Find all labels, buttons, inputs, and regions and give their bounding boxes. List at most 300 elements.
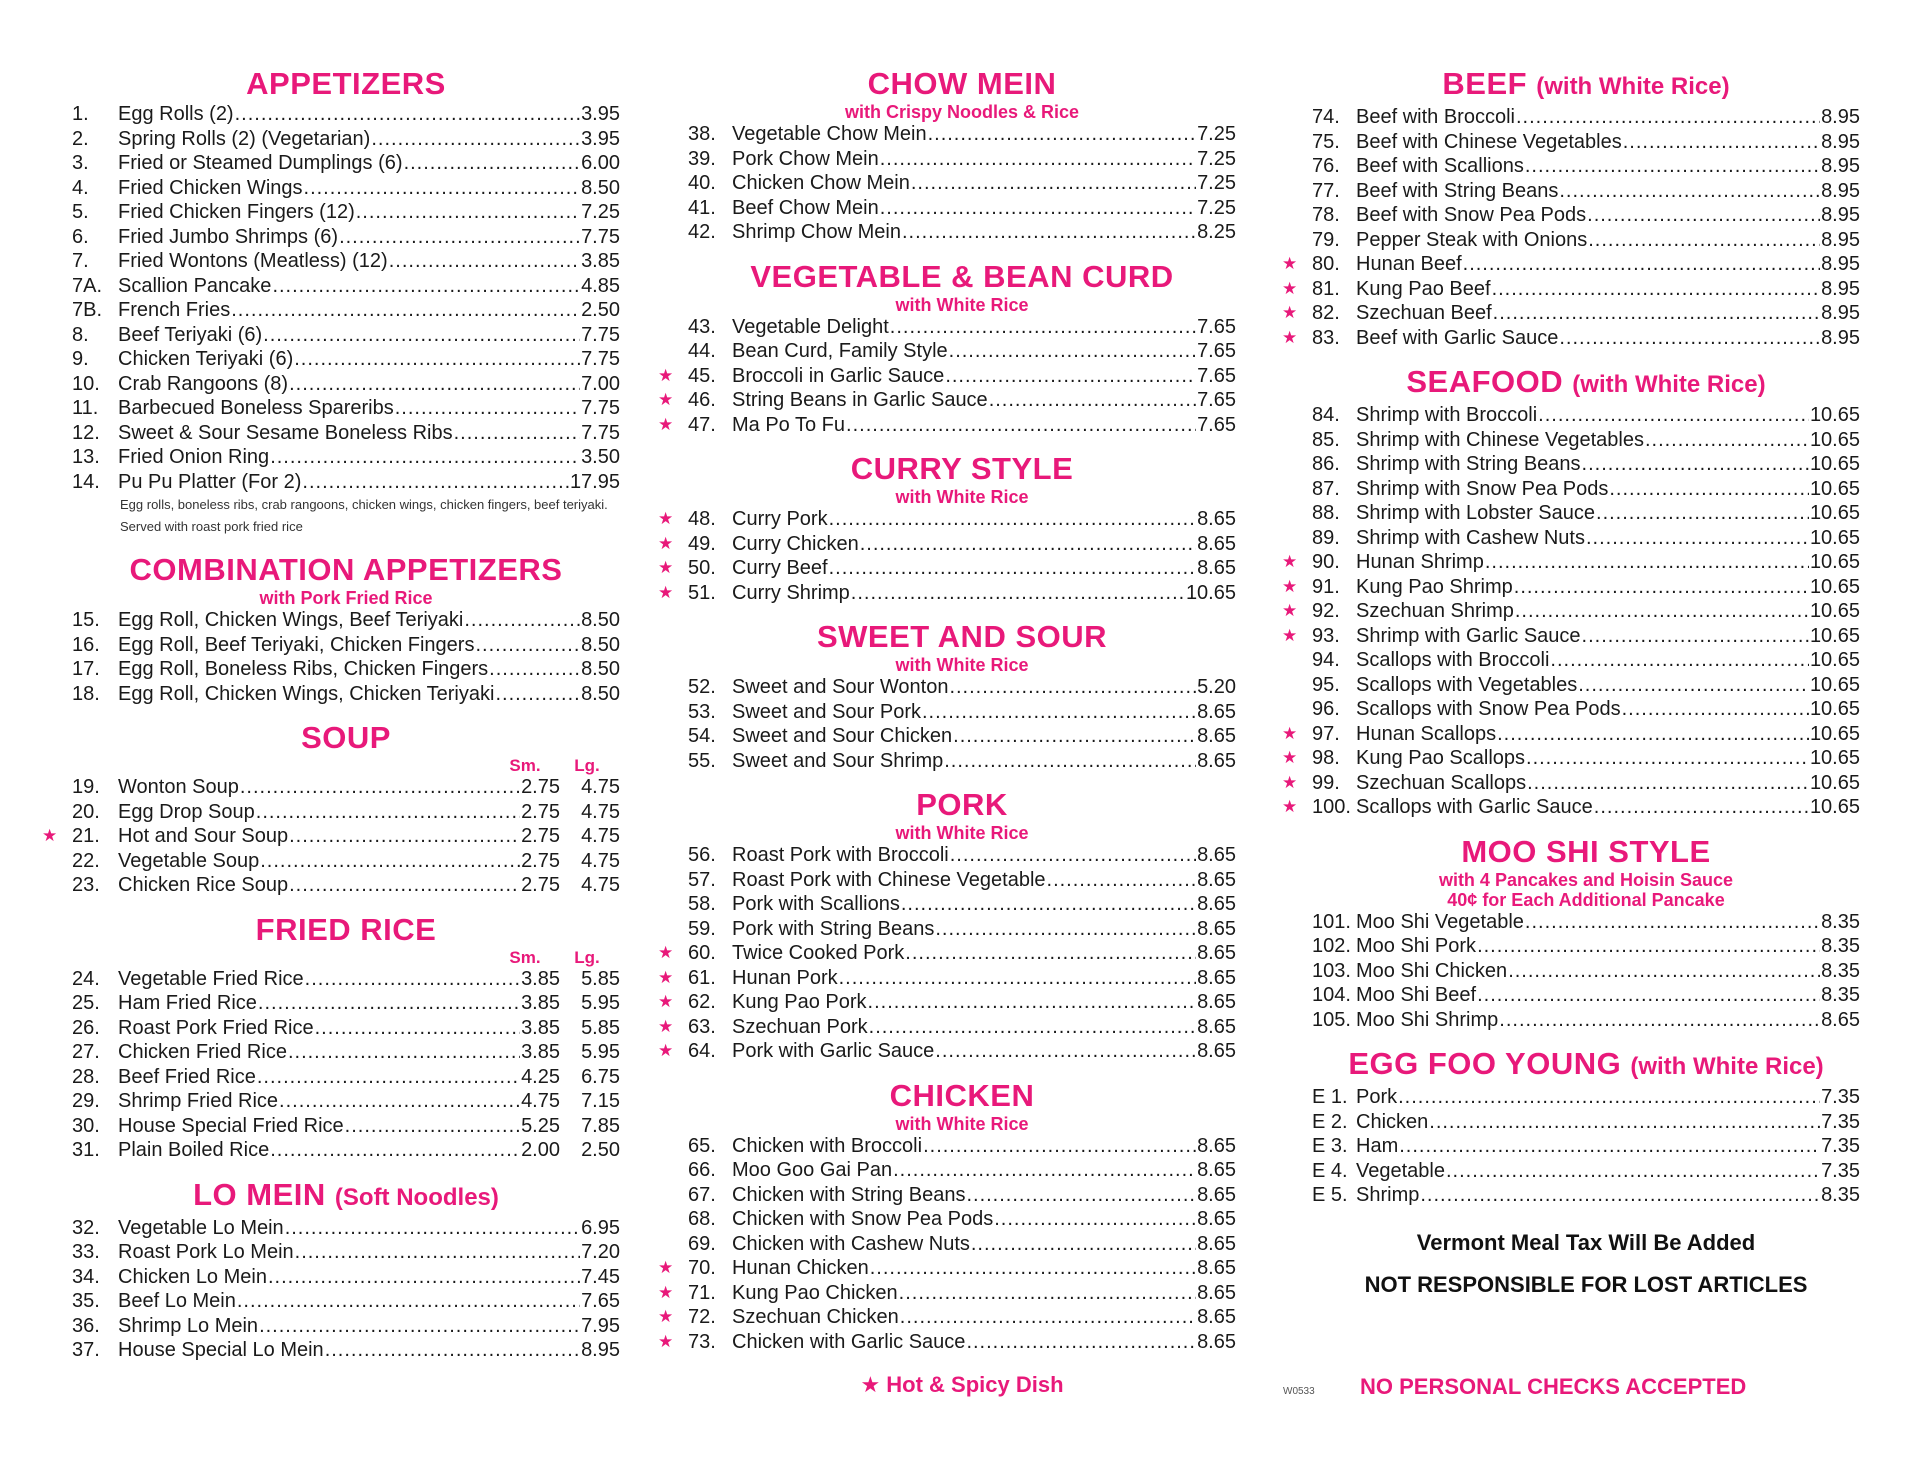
menu-item — [1312, 428, 1860, 453]
item-name: Beef Lo Mein — [118, 1290, 236, 1312]
item-name: Egg Roll, Beef Teriyaki, Chicken Fingers — [118, 633, 475, 656]
dot-leader — [1499, 1008, 1820, 1033]
item-price: 2.00 — [521, 1139, 560, 1161]
menu-item — [688, 724, 1236, 749]
item-number: 63. — [688, 1015, 716, 1038]
item-price: 8.95 — [1821, 130, 1860, 153]
dot-leader — [302, 470, 569, 495]
item-price: 8.50 — [581, 682, 620, 705]
menu-item — [1312, 1183, 1860, 1208]
item-price: 8.65 — [1821, 1008, 1860, 1031]
item-name: Hunan Beef — [1356, 253, 1462, 275]
item-name: Scallion Pancake — [118, 274, 272, 297]
item-name: Hunan Chicken — [732, 1257, 869, 1279]
item-price: 10.65 — [1809, 796, 1860, 818]
item-number: 3. — [72, 152, 89, 174]
item-price: 3.85 — [521, 1016, 560, 1039]
item-number: 14. — [72, 470, 100, 493]
dot-leader — [464, 608, 580, 633]
menu-column-2 — [658, 66, 1236, 1368]
menu-item — [688, 1134, 1236, 1159]
section-title — [72, 66, 620, 102]
dot-leader — [1525, 154, 1820, 179]
item-name: Kung Pao Beef — [1356, 277, 1491, 300]
item-name: Curry Shrimp — [732, 581, 850, 604]
dot-leader — [1492, 277, 1821, 302]
section-subtitle: with Pork Fried Rice — [259, 588, 433, 608]
item-price: 2.75 — [521, 825, 560, 847]
item-name: Roast Pork Lo Mein — [118, 1241, 294, 1263]
item-name: Sweet and Sour Shrimp — [732, 749, 944, 772]
item-price: 2.50 — [581, 299, 620, 321]
item-number: 58. — [688, 893, 716, 915]
item-number: 39. — [688, 147, 716, 170]
item-number: 89. — [1312, 526, 1340, 549]
item-price-large: 4.75 — [581, 849, 620, 872]
section-title-suffix: (Soft Noodles) — [334, 1183, 499, 1211]
item-price: 8.65 — [1197, 1208, 1236, 1230]
section-title — [72, 720, 620, 756]
menu-item — [658, 990, 1236, 1015]
item-price: 8.65 — [1197, 749, 1236, 772]
item-number: 60. — [688, 942, 716, 964]
item-name: Sweet and Sour Pork — [732, 700, 921, 723]
section-title — [688, 451, 1236, 487]
item-name: Egg Roll, Chicken Wings, Beef Teriyaki — [118, 609, 464, 631]
item-price: 7.00 — [581, 372, 620, 395]
menu-item — [688, 171, 1236, 196]
dot-leader — [945, 364, 1196, 389]
item-price: 8.65 — [1197, 868, 1236, 891]
item-price-large: 2.50 — [581, 1139, 620, 1161]
menu-item — [688, 917, 1236, 942]
item-number: 17. — [72, 658, 100, 680]
size-header — [72, 756, 620, 775]
item-price: 8.95 — [1821, 179, 1860, 202]
hot-spicy-star-icon: ★ — [1282, 601, 1298, 620]
item-price: 7.75 — [581, 323, 620, 346]
hot-spicy-star-icon: ★ — [1282, 552, 1298, 571]
dot-leader — [1525, 910, 1820, 935]
menu-item — [72, 775, 620, 800]
item-name: String Beans in Garlic Sauce — [732, 389, 988, 411]
item-price: 7.35 — [1821, 1135, 1860, 1157]
menu-item — [1312, 697, 1860, 722]
section-title-text: LO MEIN — [193, 1176, 326, 1212]
item-name: Hot and Sour Soup — [118, 825, 289, 847]
item-price: 17.95 — [569, 470, 620, 493]
item-price: 7.75 — [581, 421, 620, 444]
dot-leader — [489, 657, 580, 682]
menu-item — [1312, 154, 1860, 179]
item-name: Twice Cooked Pork — [732, 942, 905, 964]
item-number: 1. — [72, 103, 89, 125]
item-price: 7.65 — [1197, 315, 1236, 338]
item-name: Chicken Teriyaki (6) — [118, 348, 294, 370]
menu-item — [1312, 228, 1860, 253]
hot-spicy-star-icon: ★ — [658, 365, 674, 385]
menu-item — [688, 749, 1236, 774]
item-number: 93. — [1312, 624, 1340, 647]
dot-leader — [231, 298, 580, 323]
item-price: 10.65 — [1809, 600, 1860, 622]
dot-leader — [289, 372, 580, 397]
section-title-text: CURRY STYLE — [850, 451, 1074, 486]
item-price: 8.65 — [1197, 1232, 1236, 1255]
menu-item — [1312, 673, 1860, 698]
section-title-text: SOUP — [301, 720, 391, 755]
item-name: Pork with Scallions — [732, 893, 900, 915]
section-subtitle: with White Rice — [895, 294, 1029, 315]
dot-leader — [870, 1256, 1196, 1281]
item-name: Shrimp Chow Mein — [732, 221, 901, 243]
hot-spicy-star-icon: ★ — [1282, 797, 1298, 816]
item-price-large: 6.75 — [581, 1065, 620, 1088]
item-price: 8.65 — [1197, 1330, 1236, 1353]
menu-item — [1312, 1085, 1860, 1110]
item-name: Broccoli in Garlic Sauce — [732, 364, 945, 387]
item-number: 25. — [72, 992, 100, 1014]
item-price: 3.85 — [521, 967, 560, 990]
item-name: Vegetable — [1356, 1159, 1445, 1182]
item-name: Sweet and Sour Chicken — [732, 725, 953, 747]
dot-leader — [395, 396, 580, 421]
item-price: 10.65 — [1809, 477, 1860, 500]
item-number: 50. — [688, 557, 716, 579]
dot-leader — [454, 421, 580, 446]
item-number: 5. — [72, 201, 89, 223]
item-name: Hunan Scallops — [1356, 722, 1497, 745]
menu-item — [658, 1039, 1236, 1064]
item-price-large: 4.75 — [581, 825, 620, 847]
item-name: Beef with String Beans — [1356, 179, 1559, 202]
item-number: 40. — [688, 172, 716, 194]
dot-leader — [899, 1281, 1196, 1306]
dot-leader — [475, 633, 580, 658]
item-name: Vegetable Soup — [118, 849, 260, 872]
item-price: 6.00 — [581, 152, 620, 174]
item-price: 10.65 — [1809, 575, 1860, 598]
item-number: 104. — [1312, 984, 1351, 1006]
menu-item — [688, 220, 1236, 245]
menu-item — [1282, 301, 1860, 326]
item-number: 57. — [688, 868, 716, 891]
item-number: 79. — [1312, 228, 1340, 251]
item-number: 70. — [688, 1257, 716, 1279]
section-title-suffix: (with White Rice) — [1630, 1053, 1824, 1080]
item-price-large: 4.75 — [581, 874, 620, 896]
dot-leader — [944, 749, 1196, 774]
hot-spicy-star-icon: ★ — [1282, 327, 1298, 347]
menu-item — [688, 892, 1236, 917]
item-price: 3.95 — [581, 127, 620, 150]
menu-item — [1282, 326, 1860, 351]
item-price: 8.95 — [1821, 155, 1860, 177]
section-title-text: MOO SHI STYLE — [1461, 833, 1711, 869]
dot-leader — [880, 147, 1196, 172]
item-name: Roast Pork with Broccoli — [732, 844, 949, 866]
item-number: 56. — [688, 844, 716, 866]
section-title-text: CHOW MEIN — [867, 66, 1057, 101]
dot-leader — [893, 1158, 1196, 1183]
meal-tax-notice: Vermont Meal Tax Will Be Added — [1416, 1229, 1756, 1255]
menu-item — [72, 102, 620, 127]
item-name: French Fries — [118, 299, 231, 321]
menu-item — [688, 339, 1236, 364]
dot-leader — [869, 1015, 1196, 1040]
item-price: 8.50 — [581, 176, 620, 199]
item-number: 21. — [72, 825, 100, 847]
item-number: 55. — [688, 749, 716, 772]
item-number: 7. — [72, 250, 89, 272]
dot-leader — [288, 1040, 520, 1065]
item-number: 32. — [72, 1216, 100, 1239]
menu-item — [1282, 550, 1860, 575]
dot-leader — [994, 1207, 1196, 1232]
dot-leader — [1446, 1159, 1820, 1184]
dot-leader — [1398, 1085, 1820, 1110]
item-name: Fried Chicken Wings — [118, 176, 303, 199]
item-number: 86. — [1312, 453, 1340, 475]
dot-leader — [495, 682, 580, 707]
item-number: 52. — [688, 676, 716, 698]
menu-item — [72, 445, 620, 470]
menu-item — [1312, 477, 1860, 502]
menu-item — [688, 700, 1236, 725]
section-title-text: SEAFOOD — [1406, 364, 1564, 399]
dot-leader — [966, 1330, 1196, 1355]
item-name: Roast Pork with Chinese Vegetable — [732, 868, 1046, 891]
item-number: 48. — [688, 508, 716, 530]
dot-leader — [1538, 403, 1809, 428]
dot-leader — [1485, 550, 1809, 575]
item-name: Szechuan Chicken — [732, 1306, 899, 1328]
dot-leader — [1586, 526, 1809, 551]
menu-item — [72, 225, 620, 250]
dot-leader — [257, 1065, 520, 1090]
item-name: Pepper Steak with Onions — [1356, 228, 1588, 251]
item-name: Scallops with Broccoli — [1356, 649, 1550, 671]
item-price-large: 5.85 — [581, 967, 620, 990]
item-number: 31. — [72, 1139, 100, 1161]
dot-leader — [268, 1265, 580, 1290]
item-price-large: 5.95 — [581, 1041, 620, 1063]
item-price: 8.65 — [1197, 1281, 1236, 1304]
item-name: Szechuan Beef — [1356, 302, 1492, 324]
item-name: Szechuan Scallops — [1356, 771, 1527, 794]
item-price: 3.50 — [581, 446, 620, 468]
item-price: 4.75 — [521, 1090, 560, 1112]
item-number: 43. — [688, 315, 716, 338]
dot-leader — [270, 445, 580, 470]
item-price: 7.20 — [581, 1241, 620, 1263]
item-price: 8.65 — [1197, 1040, 1236, 1062]
menu-section — [1312, 1046, 1860, 1208]
item-price: 7.95 — [581, 1314, 620, 1337]
menu-item — [658, 556, 1236, 581]
item-number: 4. — [72, 176, 89, 199]
menu-item — [658, 532, 1236, 557]
item-name: Egg Drop Soup — [118, 800, 255, 823]
menu-item — [1282, 624, 1860, 649]
dot-leader — [289, 873, 520, 898]
hot-spicy-star-icon: ★ — [1282, 723, 1298, 743]
item-price: 2.75 — [521, 849, 560, 872]
item-number: 37. — [72, 1339, 100, 1361]
hot-spicy-star-icon: ★ — [658, 943, 674, 962]
item-number: 2. — [72, 127, 89, 150]
menu-item — [1312, 959, 1860, 984]
menu-item — [688, 1207, 1236, 1232]
menu-item — [72, 470, 620, 495]
menu-item — [1312, 983, 1860, 1008]
item-price: 7.35 — [1821, 1159, 1860, 1182]
menu-item — [688, 315, 1236, 340]
item-number: E 5. — [1312, 1184, 1348, 1206]
item-name: Chicken with Cashew Nuts — [732, 1232, 970, 1255]
item-number: 88. — [1312, 502, 1340, 524]
item-price: 10.65 — [1809, 673, 1860, 696]
menu-item — [72, 298, 620, 323]
item-number: 54. — [688, 725, 716, 747]
dot-leader — [905, 941, 1196, 966]
item-price: 10.65 — [1809, 428, 1860, 451]
menu-item — [42, 824, 620, 849]
size-small-label: Sm. — [509, 756, 541, 775]
item-number: 76. — [1312, 155, 1340, 177]
item-name: Beef Chow Mein — [732, 196, 879, 219]
menu-item — [658, 507, 1236, 532]
item-price: 10.65 — [1809, 771, 1860, 794]
menu-section — [1282, 364, 1860, 820]
hot-spicy-star-icon: ★ — [658, 1307, 674, 1326]
item-name: Chicken with String Beans — [732, 1183, 966, 1206]
item-price: 7.65 — [1197, 389, 1236, 411]
item-name: Curry Beef — [732, 557, 828, 579]
item-name: Beef with Garlic Sauce — [1356, 326, 1559, 349]
section-title — [1312, 66, 1860, 105]
menu-item — [72, 873, 620, 898]
menu-section — [1312, 834, 1860, 1033]
dot-leader — [935, 1039, 1196, 1064]
item-name: Chicken with Broccoli — [732, 1134, 923, 1157]
item-name: Fried Chicken Fingers (12) — [118, 201, 355, 223]
item-number: 36. — [72, 1314, 100, 1337]
item-name: Wonton Soup — [118, 776, 239, 798]
item-number: 87. — [1312, 477, 1340, 500]
item-number: 99. — [1312, 771, 1340, 794]
item-price: 7.65 — [1197, 413, 1236, 436]
item-price-large: 7.85 — [581, 1114, 620, 1137]
dot-leader — [237, 1289, 580, 1314]
dot-leader — [1515, 599, 1809, 624]
menu-item — [72, 967, 620, 992]
item-name: Moo Shi Vegetable — [1356, 910, 1524, 933]
dot-leader — [1596, 501, 1809, 526]
section-title — [688, 619, 1236, 655]
item-number: 98. — [1312, 747, 1340, 769]
menu-item — [658, 1305, 1236, 1330]
menu-item — [658, 966, 1236, 991]
item-name: Chicken Chow Mein — [732, 172, 910, 194]
item-number: 83. — [1312, 326, 1340, 349]
item-number: 102. — [1312, 935, 1351, 957]
item-number: 26. — [72, 1016, 100, 1039]
section-title-text: APPETIZERS — [246, 66, 446, 101]
dot-leader — [279, 1089, 520, 1114]
item-number: 72. — [688, 1306, 716, 1328]
item-name: Vegetable Lo Mein — [118, 1216, 284, 1239]
hot-spicy-star-icon: ★ — [658, 533, 674, 553]
item-name: House Special Fried Rice — [118, 1114, 344, 1137]
hot-spicy-star-icon: ★ — [658, 1282, 674, 1302]
dot-leader — [258, 991, 520, 1016]
section-subtitle-2: 40¢ for Each Additional Pancake — [1447, 889, 1725, 910]
dot-leader — [1514, 575, 1809, 600]
dot-leader — [260, 849, 520, 874]
dot-leader — [880, 196, 1196, 221]
item-name: Kung Pao Scallops — [1356, 747, 1526, 769]
item-price: 8.50 — [581, 658, 620, 680]
item-number: 35. — [72, 1290, 100, 1312]
item-name: Vegetable Chow Mein — [732, 123, 927, 145]
column-3-sections — [1282, 66, 1860, 1208]
menu-section — [72, 912, 620, 1163]
item-number: 67. — [688, 1183, 716, 1206]
item-name: Crab Rangoons (8) — [118, 372, 289, 395]
dot-leader — [949, 339, 1196, 364]
item-name: Curry Chicken — [732, 532, 859, 555]
item-number: 30. — [72, 1114, 100, 1137]
item-price: 8.65 — [1197, 917, 1236, 940]
item-name: Chicken Fried Rice — [118, 1041, 287, 1063]
hot-spicy-star-icon: ★ — [658, 414, 674, 434]
dot-leader — [1582, 452, 1809, 477]
item-number: 80. — [1312, 253, 1340, 275]
item-name: Scallops with Snow Pea Pods — [1356, 698, 1621, 720]
menu-section — [688, 66, 1236, 245]
item-number: 29. — [72, 1090, 100, 1112]
item-price: 2.75 — [521, 874, 560, 896]
item-price: 8.65 — [1197, 532, 1236, 555]
item-number: 23. — [72, 874, 100, 896]
item-number: 44. — [688, 340, 716, 362]
item-name: Scallops with Vegetables — [1356, 673, 1578, 696]
dot-leader — [1508, 959, 1820, 984]
menu-item — [72, 1016, 620, 1041]
dot-leader — [1609, 477, 1809, 502]
item-price: 8.65 — [1197, 942, 1236, 964]
dot-leader — [1516, 105, 1820, 130]
dot-leader — [1493, 301, 1820, 326]
section-title-text: BEEF — [1442, 66, 1528, 101]
item-name: Hunan Shrimp — [1356, 551, 1484, 573]
item-number: 45. — [688, 364, 716, 387]
dot-leader — [270, 1138, 520, 1163]
item-name: Pork with String Beans — [732, 917, 935, 940]
item-price: 8.65 — [1197, 966, 1236, 989]
item-number: 19. — [72, 776, 100, 798]
item-name: Shrimp with String Beans — [1356, 453, 1581, 475]
item-price: 8.35 — [1821, 1184, 1860, 1206]
hot-spicy-star-icon: ★ — [658, 582, 674, 602]
item-price: 5.20 — [1197, 676, 1236, 698]
menu-item — [72, 1265, 620, 1290]
hot-spicy-star-icon: ★ — [1282, 303, 1298, 322]
item-price-large: 4.75 — [581, 800, 620, 823]
section-subtitle: with White Rice — [895, 1113, 1029, 1134]
item-price: 8.65 — [1197, 844, 1236, 866]
